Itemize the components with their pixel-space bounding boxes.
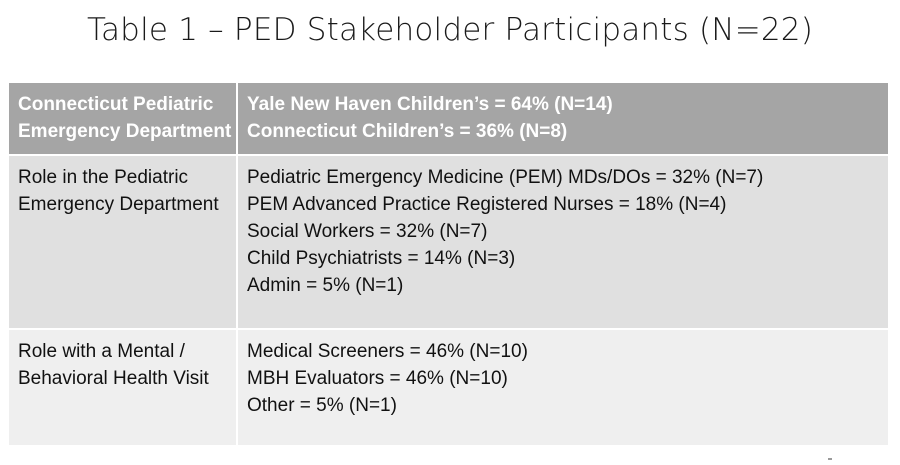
row-label-cell xyxy=(9,83,237,155)
value-line: PEM Advanced Practice Registered Nurses = 18% (N=4) xyxy=(247,194,727,215)
row-label-cell xyxy=(9,329,237,445)
row-values-cell xyxy=(237,329,888,445)
row-label-line: Role with a Mental / xyxy=(18,341,185,362)
value-line: Pediatric Emergency Medicine (PEM) MDs/DOs = 32% (N=7) xyxy=(247,167,764,188)
value-line: Social Workers = 32% (N=7) xyxy=(247,221,488,242)
value-line: Admin = 5% (N=1) xyxy=(247,275,404,296)
row-label-line: Emergency Department xyxy=(18,121,232,142)
value-line: MBH Evaluators = 46% (N=10) xyxy=(247,368,508,389)
row-values-cell xyxy=(237,83,888,155)
value-line: Connecticut Children’s = 36% (N=8) xyxy=(247,121,568,142)
row-values-cell xyxy=(237,155,888,329)
value-line: Child Psychiatrists = 14% (N=3) xyxy=(247,248,516,269)
row-label-line: Connecticut Pediatric xyxy=(18,94,214,115)
value-line: Yale New Haven Children’s = 64% (N=14) xyxy=(247,94,613,115)
table-row-role-ped xyxy=(9,155,888,329)
table-row-role-mbh xyxy=(9,329,888,445)
slide-corner-mark xyxy=(828,458,832,460)
participants-table xyxy=(9,83,888,445)
page-title: Table 1 – PED Stakeholder Participants (N=22) xyxy=(86,12,814,48)
row-label-line: Behavioral Health Visit xyxy=(18,368,209,389)
table-row-department xyxy=(9,83,888,155)
value-line: Other = 5% (N=1) xyxy=(247,395,397,416)
row-label-line: Role in the Pediatric xyxy=(18,167,189,188)
value-line: Medical Screeners = 46% (N=10) xyxy=(247,341,528,362)
row-label-line: Emergency Department xyxy=(18,194,219,215)
row-label-cell xyxy=(9,155,237,329)
